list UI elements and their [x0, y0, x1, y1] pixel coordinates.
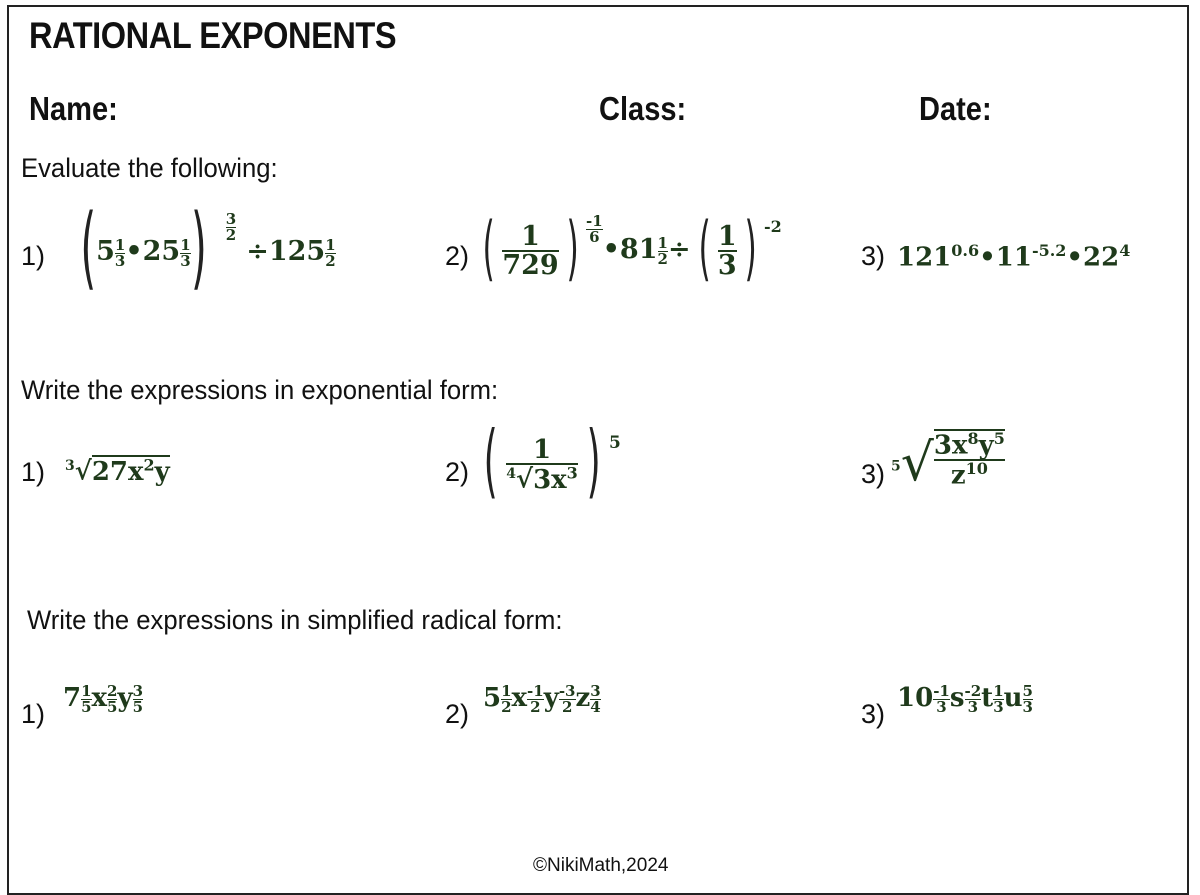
problem-number: 3)	[861, 459, 886, 489]
problem-number: 2)	[445, 457, 470, 487]
problem-number: 2)	[445, 699, 470, 729]
problem-expression: $121^{0.6}•11^{-5.2}•22^4$	[897, 241, 1131, 273]
problem-number: 1)	[21, 241, 46, 271]
problem-expression: $^3√27x^2y$	[65, 455, 170, 487]
problem-number: 3)	[861, 241, 886, 271]
problem-expression: 10 $\frac{-1}{3}$ s $\frac{-2}{3}$ t $\frac{1}{3}$ u $\frac{5}{3}$	[897, 682, 1033, 717]
instruction-evaluate: Evaluate the following:	[21, 153, 278, 183]
problem-expression: (5 $\frac{1}{3}$ •25 $\frac{1}{3}$ ) $\frac{3}{2}$ ÷125 $\frac{1}{2}$	[80, 195, 336, 300]
date-label: Date:	[919, 90, 992, 127]
problem-number: 1)	[21, 699, 46, 729]
instruction-exponential-form: Write the expressions in exponential form:	[21, 375, 499, 405]
problem-number: 1)	[21, 457, 46, 487]
name-label: Name:	[29, 90, 118, 127]
problem-number: 2)	[445, 241, 470, 271]
instruction-radical-form: Write the expressions in simplified radical form:	[27, 605, 563, 635]
copyright-footer: ©NikiMath,2024	[533, 855, 669, 876]
problem-expression: 7 $\frac{1}{5}$ x $\frac{2}{5}$ y $\frac{3}{5}$	[63, 682, 144, 717]
problem-expression: ( $\frac{1}{729}$ ) $\frac{-1}{6}$ •81 $\frac{1}{2}$ ÷ ( $\frac{1}{3}$ ) $^{-2}$	[482, 207, 782, 289]
problem-expression: ( $\frac{1}{^4√3x^3}$ ) $^5$	[483, 414, 621, 507]
problem-expression: $^5$√ $\frac{3x^8y^5}{z^{10}}$	[891, 429, 1005, 493]
page-title: RATIONAL EXPONENTS	[29, 15, 397, 56]
problem-expression: 5 $\frac{1}{2}$ x $\frac{-1}{2}$ y $\frac{-3}{2}$ z $\frac{3}{4}$	[483, 682, 601, 717]
worksheet-page	[7, 5, 1189, 895]
problem-number: 3)	[861, 699, 886, 729]
class-label: Class:	[599, 90, 687, 127]
